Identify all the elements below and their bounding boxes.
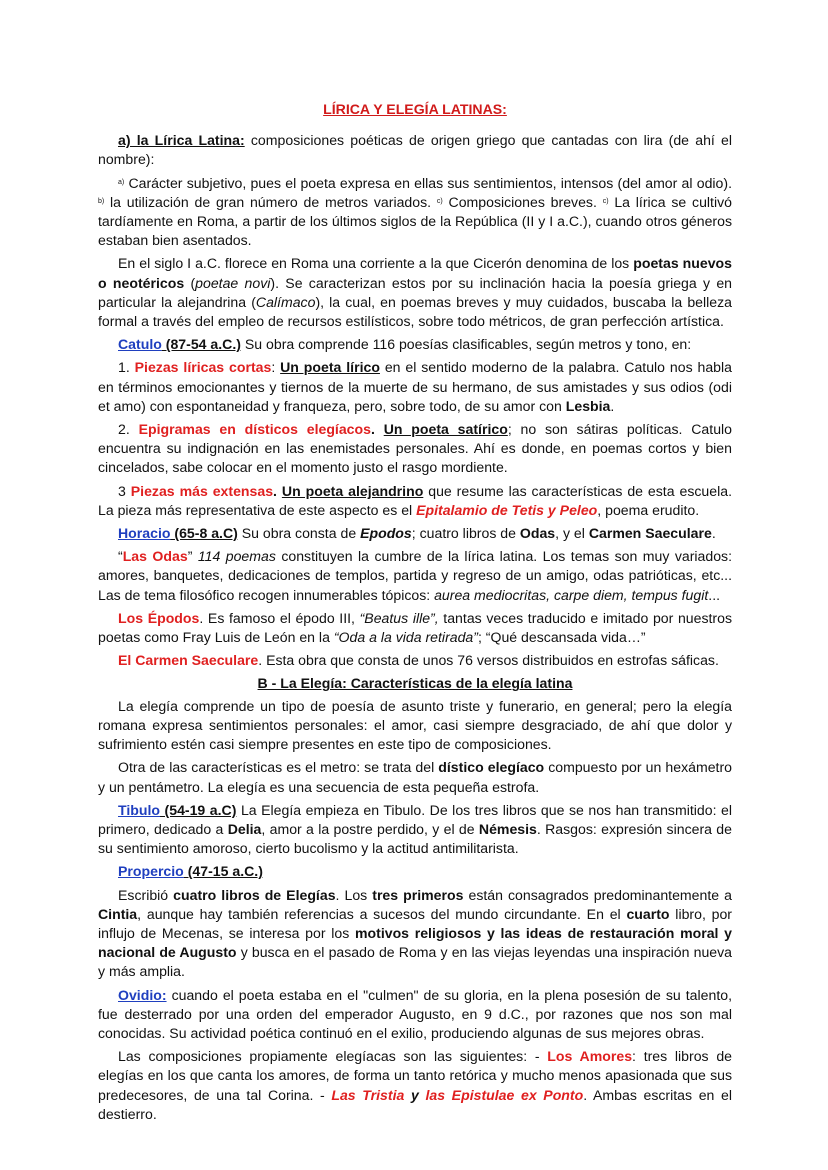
catulo-paragraph: Catulo (87-54 a.C.) Su obra comprende 116 poesías clasificables, según metros y tono, en: [118,336,692,353]
lirica-heading: a) la Lírica Latina: [118,132,245,149]
ovidio-works-paragraph: Las composiciones propiamente elegíacas son las siguientes: - Los Amores: tres libros de elegías en los que canta los amores, de forma un tanto retórica y mucho menos apasionada que sus predecesores, de una tal Corina. - Las Tristia y las Epistulae ex Ponto. Ambas escritas en el destierro. [98,1048,733,1122]
odas-paragraph: “Las Odas” 114 poemas constituyen la cumbre de la lírica latina. Los temas son muy variados: amores, banquetes, dedicaciones de templos, partida y regreso de un amigo, odas patrióticas, etc... Las de tema filosófico recogen innumerables tópicos: aurea mediocritas, carpe diem, tempus fugit... [98,548,733,603]
catulo-link[interactable]: Catulo [118,336,162,353]
catulo-item-2: 2. Epigramas en dísticos elegíacos. Un poeta satírico; no son sátiras políticas. Catulo encuentra su indignación en las enemistades personales. Ahí es donde, en poemas cortos y bien cincelados, sabe colocar en el momento justo el rasgo mordiente. [98,421,732,476]
lirica-intro: a) la Lírica Latina: composiciones poéticas de origen griego que cantadas con lira (de ahí el nombre): [98,132,732,168]
neotericos-paragraph: En el siglo I a.C. florece en Roma una corriente a la que Cicerón denomina de los poetas nuevos o neotéricos (poetae novi). Se caracterizan estos por su inclinación hacia la poesía griega y en particular la alejandrina (Calímaco), la cual, en poemas breves y muy cuidados, buscaba la belleza formal a través del empleo de recursos estilísticos, sobre todo métricos, de gran perfección artística. [98,255,733,330]
catulo-item-1: 1. Piezas líricas cortas: Un poeta lírico en el sentido moderno de la palabra. Catulo nos habla en términos emocionantes y tiernos de la muerte de su hermano, de sus amistades y sus odios (odi et amo) con espontaneidad y franqueza, pero, sobre todo, de su amor con Lesbia. [98,359,732,414]
document-page [98,96,732,1128]
lirica-characteristics: $^{a)}$ Carácter subjetivo, pues el poeta expresa en ellas sus sentimientos, intensos (del amor al odio). $^{b)}$ la utilización de gran número de metros variados. $^{c)}$ Composiciones breves. $^{c)}$ La lírica se cultivó tardíamente en Roma, a partir de los últimos siglos de la República (II y I a.C.), cuando otros géneros estaban bien asentados. [98,174,732,249]
propercio-link[interactable]: Propercio [118,863,184,880]
tibulo-link[interactable]: Tibulo [118,801,161,818]
carmen-paragraph: El Carmen Saeculare. Esta obra que consta de unos 76 versos distribuidos en estrofas sáficas. [118,652,719,669]
propercio-paragraph: Escribió cuatro libros de Elegías. Los tres primeros están consagrados predominantemente a Cintia, aunque hay también referencias a sucesos del mundo circundante. En el cuarto libro, por influjo de Mecenas, se interesa por los motivos religiosos y las ideas de restauración moral y nacional de Augusto y busca en el pasado de Roma y en las viejas leyendas una inspiración nueva y más amplia. [98,886,733,980]
ovidio-link[interactable]: Ovidio: [118,986,167,1003]
elegia-paragraph-1: La elegía comprende un tipo de poesía de asunto triste y funerario, en general; pero la elegía romana expresa sentimientos personales: el amor, casi siempre desgraciado, de ahí que dolor y sufrimiento estén casi siempre presentes en este tipo de composiciones. [98,697,732,753]
epodos-paragraph: Los Épodos. Es famoso el épodo III, “Beatus ille”, tantas veces traducido e imitado por nuestros poetas como Fray Luis de León en la “Oda a la vida retirada”; “Qué descansada vida…” [98,609,733,646]
tibulo-paragraph: Tibulo (54-19 a.C) La Elegía empieza en Tibulo. De los tres libros que se nos han transmitido: el primero, dedicado a Delia, amor a la postre perdido, y el de Némesis. Rasgos: expresión sincera de su sentimiento amoroso, cierto bucolismo y la actitud antimilitarista. [98,801,732,857]
horacio-link[interactable]: Horacio [118,525,171,542]
catulo-item-3: 3 Piezas más extensas. Un poeta alejandrino que resume las características de esta escuela. La pieza más representativa de este aspecto es el Epitalamio de Tetis y Peleo, poema erudito. [98,482,732,518]
horacio-paragraph: Horacio (65-8 a.C) Su obra consta de Epodos; cuatro libros de Odas, y el Carmen Saeculare. [118,525,716,542]
elegia-paragraph-2: Otra de las características es el metro: se trata del dístico elegíaco compuesto por un hexámetro y un pentámetro. La elegía es una secuencia de esta pequeña estrofa. [98,759,732,795]
page-title: LÍRICA Y ELEGÍA LATINAS: [323,101,507,117]
elegia-heading: B - La Elegía: Características de la elegía latina [257,675,573,692]
ovidio-paragraph: Ovidio: cuando el poeta estaba en el "culmen" de su gloria, en la plena posesión de su talento, fue desterrado por una orden del emperador Augusto, en 9 d.C., por razones que nos son mal conocidas. Su actividad poética continuó en el exilio, produciendo algunas de sus mejores obras. [98,986,732,1041]
propercio-heading: Propercio (47-15 a.C.) [118,863,263,880]
